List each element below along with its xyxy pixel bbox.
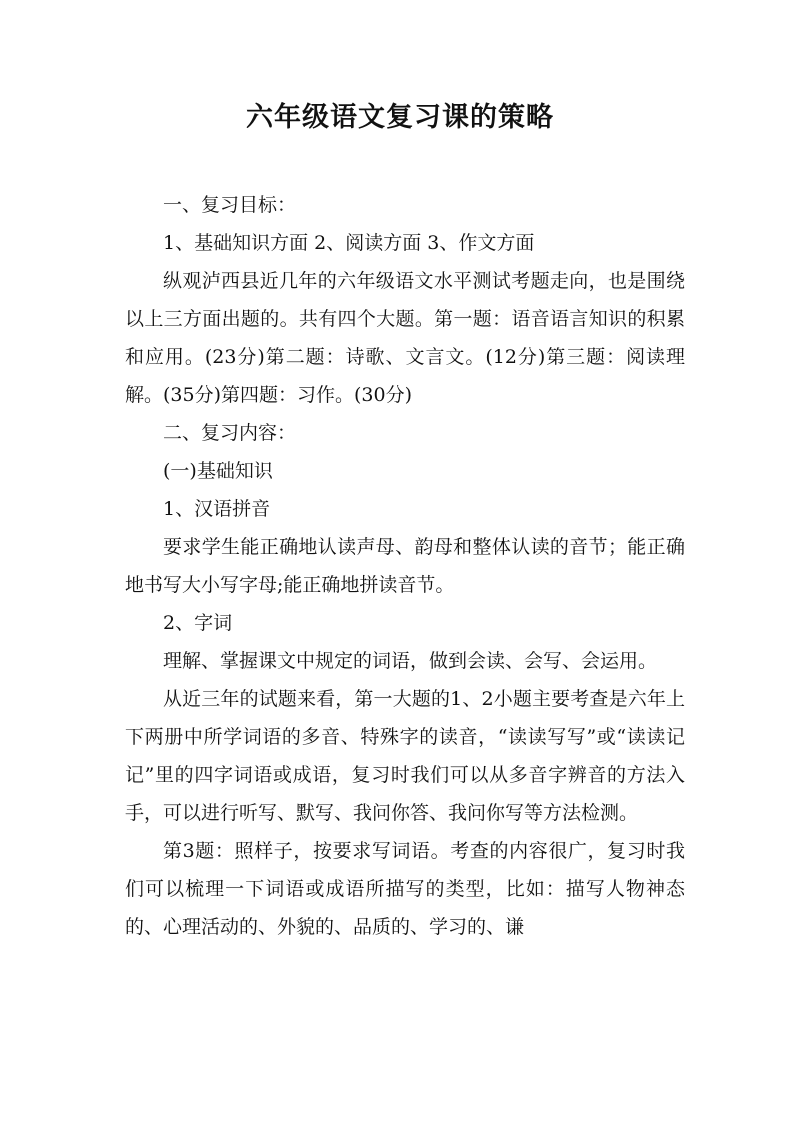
paragraph-pinyin-requirements: 要求学生能正确地认读声母、韵母和整体认读的音节；能正确地书写大小写字母;能正确地拼读音节。	[125, 536, 685, 596]
paragraph-basic-knowledge-heading: (一)基础知识	[163, 460, 273, 482]
document-title: 六年级语文复习课的策略	[246, 102, 554, 133]
paragraph-words-requirements: 理解、掌握课文中规定的词语，做到会读、会写、会运用。	[163, 650, 658, 672]
paragraph-exam-overview: 纵观泸西县近几年的六年级语文水平测试考题走向，也是围绕以上三方面出题的。共有四个大题。第一题：语音语言知识的积累和应用。(23分)第二题：诗歌、文言文。(12分)第三题：阅读理解。(35分)第四题：习作。(30分)	[125, 270, 685, 406]
paragraph-question-three: 第3题：照样子，按要求写词语。考查的内容很广，复习时我们可以梳理一下词语或成语所描写的类型，比如：描写人物神态的、心理活动的、外貌的、品质的、学习的、谦	[125, 840, 685, 938]
paragraph-section-two-heading: 二、复习内容：	[163, 422, 297, 444]
document-body	[125, 186, 685, 946]
paragraph-review-aspects: 1、基础知识方面 2、阅读方面 3、作文方面	[163, 232, 535, 254]
paragraph-section-one-heading: 一、复习目标：	[163, 194, 297, 216]
paragraph-exam-analysis: 从近三年的试题来看，第一大题的1、2小题主要考查是六年上下两册中所学词语的多音、特殊字的读音，“读读写写”或“读读记记”里的四字词语或成语，复习时我们可以从多音字辨音的方法入手，可以进行听写、默写、我问你答、我问你写等方法检测。	[125, 688, 685, 824]
paragraph-words-heading: 2、字词	[163, 612, 233, 634]
paragraph-pinyin-heading: 1、汉语拼音	[163, 498, 271, 520]
